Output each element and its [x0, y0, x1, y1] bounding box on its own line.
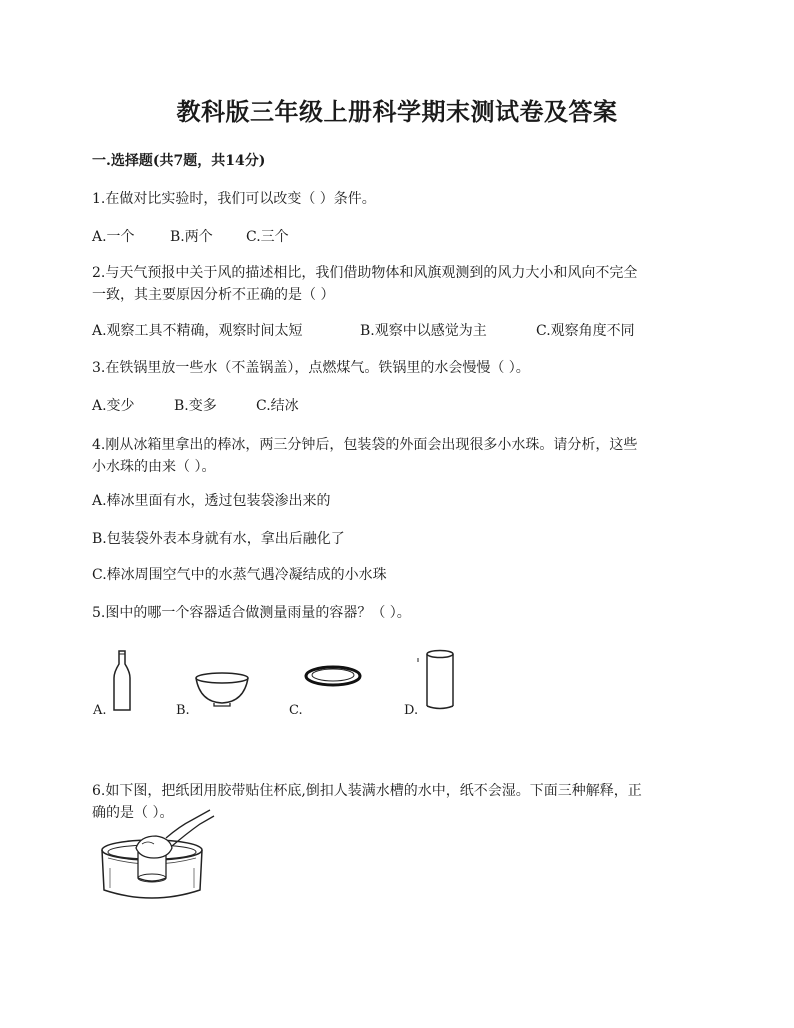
q3-option-b: B.变多	[174, 398, 217, 414]
water-tank-experiment-figure	[100, 808, 220, 904]
question-5-stem: 5.图中的哪一个容器适合做测量雨量的容器？（ ）。	[92, 605, 411, 621]
question-3-stem: 3.在铁锅里放一些水（不盖锅盖），点燃煤气。铁锅里的水会慢慢（ ）。	[92, 360, 530, 376]
q1-option-c: C.三个	[246, 229, 289, 245]
bowl-figure	[194, 672, 250, 708]
page-title: 教科版三年级上册科学期末测试卷及答案	[176, 97, 618, 126]
question-4-stem-line-2: 小水珠的由来（ ）。	[92, 459, 216, 475]
question-6-stem-line-1: 6.如下图，把纸团用胶带贴住杯底,倒扣人装满水槽的水中，纸不会湿。下面三种解释，正	[92, 783, 642, 799]
question-1-stem: 1.在做对比实验时，我们可以改变（ ）条件。	[92, 191, 376, 207]
question-1-options	[92, 224, 704, 250]
question-2-options	[92, 318, 704, 344]
q3-option-c: C.结冰	[256, 398, 299, 414]
q4-option-b: B.包装袋外表本身就有水，拿出后融化了	[92, 531, 345, 547]
q3-option-a: A.变少	[92, 398, 135, 414]
q1-option-b: B.两个	[170, 229, 213, 245]
question-2-stem-line-1: 2.与天气预报中关于风的描述相比，我们借助物体和风旗观测到的风力大小和风向不完全	[92, 265, 638, 281]
figure-label-d: D.	[404, 703, 419, 718]
q4-option-a: A.棒冰里面有水，透过包装袋渗出来的	[92, 493, 331, 509]
figure-label-a: A.	[93, 703, 107, 718]
question-3-options	[92, 393, 704, 419]
figure-label-b: B.	[176, 703, 190, 718]
q2-option-b: B.观察中以感觉为主	[360, 323, 487, 339]
cylinder-figure	[416, 648, 456, 712]
figure-label-c: C.	[289, 703, 303, 718]
question-2-stem-line-2: 一致，其主要原因分析不正确的是（ ）	[92, 287, 335, 303]
q2-option-c: C.观察角度不同	[536, 323, 635, 339]
section-heading: 一.选择题(共7题，共14分)	[92, 153, 266, 169]
question-4-stem-line-1: 4.刚从冰箱里拿出的棒冰，两三分钟后，包装袋的外面会出现很多小水珠。请分析，这些	[92, 437, 638, 453]
bottle-figure	[110, 650, 134, 712]
question-6-stem-line-2: 确的是（ ）。	[92, 805, 174, 821]
q4-option-c: C.棒冰周围空气中的水蒸气遇冷凝结成的小水珠	[92, 567, 387, 583]
plate-figure	[304, 664, 362, 690]
q1-option-a: A.一个	[92, 229, 135, 245]
q2-option-a: A.观察工具不精确，观察时间太短	[92, 323, 303, 339]
